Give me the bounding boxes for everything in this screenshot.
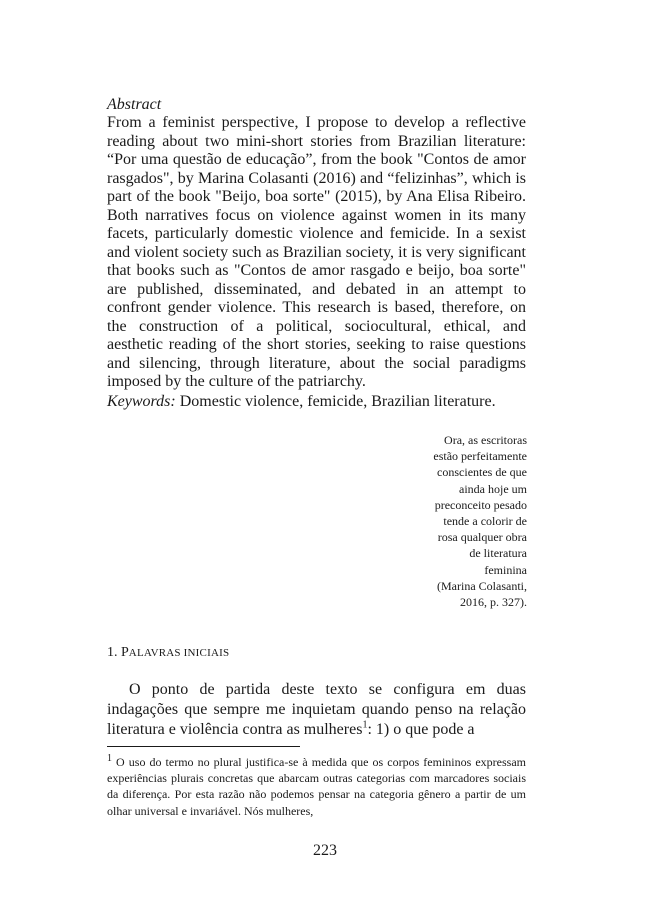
epigraph-citation: (Marina Colasanti, (437, 578, 527, 593)
epigraph-line: ainda hoje um (459, 481, 527, 496)
keywords-line (107, 393, 537, 411)
epigraph-line: de literatura (469, 546, 527, 561)
epigraph-line: estão perfeitamente (433, 449, 527, 464)
epigraph-line: feminina (484, 562, 527, 577)
epigraph-line: preconceito pesado (434, 497, 527, 512)
section-number: 1. P (107, 645, 129, 660)
section-title (107, 645, 229, 661)
footnote (107, 754, 526, 819)
epigraph-line: conscientes de que (437, 465, 527, 480)
abstract-heading: Abstract (107, 96, 162, 113)
page-number: 223 (313, 842, 337, 859)
abstract-text: From a feminist perspective, I propose to develop a reflective reading about two mini-short stories from Brazilian literature: “Por uma questão de educação”, from the book "Contos de amor rasgados", by Marina Colasanti (2016) and “felizinhas”, which is part of the book "Beijo, boa sorte" (2015), by Ana Elisa Ribeiro. Both narratives focus on violence against women in its many facets, particularly domestic violence and femicide. In a sexist and violent society such as Brazilian society, it is very significant that books such as "Contos de amor rasgado e beijo, boa sorte" are published, disseminated, and debated in an attempt to confront gender violence. This research is based, therefore, on the construction of a political, sociocultural, ethical, and aesthetic reading of the short stories, seeking to raise questions and silencing, through literature, about the social paradigms imposed by the culture of the patriarchy. (107, 114, 526, 390)
epigraph (377, 432, 527, 610)
epigraph-line: rosa qualquer obra (437, 530, 527, 545)
epigraph-line: tende a colorir de (443, 514, 527, 529)
epigraph-line: Ora, as escritoras (444, 433, 527, 447)
keywords-label: Keywords: (107, 393, 176, 410)
footnote-divider (107, 746, 300, 747)
footnote-reference[interactable]: 1 (362, 719, 368, 731)
body-text: O ponto de partida deste texto se configura em duas indagações que sempre me inquietam quando penso na relação literatura e violência contra as mulheres (107, 681, 526, 738)
keywords-text: Domestic violence, femicide, Brazilian literature. (175, 393, 496, 410)
section-title-smallcaps: ALAVRAS INICIAIS (128, 647, 230, 659)
footnote-marker: 1 (107, 753, 112, 764)
epigraph-citation: 2016, p. 327). (460, 595, 527, 610)
footnote-text: O uso do termo no plural justifica-se à medida que os corpos femininos expressam experiências plurais concretas que abarcam outras categorias com marcadores sociais da diferença. Por esta razão não podemos pensar na categoria gênero a partir de um olhar universal e invariável. Nós mulheres, (107, 755, 526, 818)
body-paragraph (107, 680, 526, 740)
body-text-continued: : 1) o que pode a (367, 721, 475, 738)
